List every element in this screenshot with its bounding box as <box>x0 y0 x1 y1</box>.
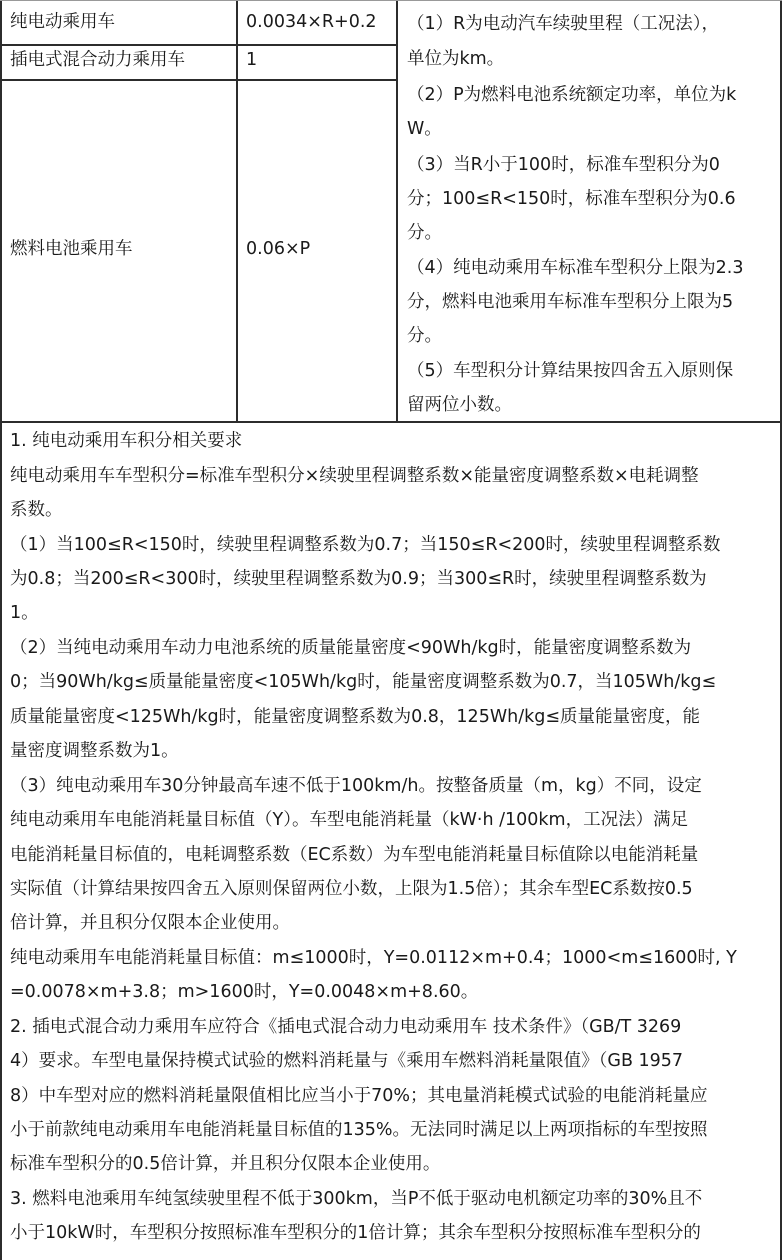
body-line: 倍计算，并且积分仅限本企业使用。 <box>10 913 290 933</box>
body-line: 系数。 <box>10 500 63 520</box>
note-line: （2）P为燃料电池系统额定功率，单位为k <box>407 85 737 105</box>
body-line: 0；当90Wh/kg≤质量能量密度<105Wh/kg时，能量密度调整系数为0.7，当105Wh/kg≤ <box>10 672 717 692</box>
body-line: 小于10kW时，车型积分按照标准车型积分的1倍计算；其余车型积分按照标准车型积分的 <box>10 1223 701 1243</box>
row-divider <box>0 44 397 46</box>
note-line: 分；100≤R<150时，标准车型积分为0.6 <box>407 189 736 209</box>
note-line: （5）车型积分计算结果按四舍五入原则保 <box>407 361 734 381</box>
row-divider <box>0 79 397 81</box>
note-line: W。 <box>407 119 442 139</box>
body-line: 小于前款纯电动乘用车电能消耗量目标值的135%。无法同时满足以上两项指标的车型按照 <box>10 1120 708 1140</box>
body-line: 1。 <box>10 603 39 623</box>
body-line: 量密度调整系数为1。 <box>10 741 179 761</box>
body-line: 电能消耗量目标值的，电耗调整系数（EC系数）为车型电能消耗量目标值除以电能消耗量 <box>10 845 699 865</box>
formula-cell: 1 <box>246 50 258 70</box>
note-line: 留两位小数。 <box>407 395 512 415</box>
column-divider <box>236 0 238 422</box>
table-border-left <box>0 0 2 1260</box>
body-line: 为0.8；当200≤R<300时，续驶里程调整系数为0.9；当300≤R时，续驶里程调整系数为 <box>10 569 707 589</box>
body-line: （1）当100≤R<150时，续驶里程调整系数为0.7；当150≤R<200时，续驶里程调整系数 <box>10 535 721 555</box>
body-line: 纯电动乘用车车型积分=标准车型积分×续驶里程调整系数×能量密度调整系数×电耗调整 <box>10 466 699 486</box>
vehicle-type-cell: 燃料电池乘用车 <box>10 239 133 259</box>
note-line: 分。 <box>407 223 442 243</box>
note-line: 分。 <box>407 326 442 346</box>
note-line: 分，燃料电池乘用车标准车型积分上限为5 <box>407 292 734 312</box>
note-line: 单位为km。 <box>407 49 505 69</box>
body-line: （3）纯电动乘用车30分钟最高车速不低于100km/h。按整备质量（m，kg）不同，设定 <box>10 776 702 796</box>
note-line: （3）当R小于100时，标准车型积分为0 <box>407 155 720 175</box>
body-line: 8）中车型对应的燃料消耗量限值相比应当小于70%；其电量消耗模式试验的电能消耗量应 <box>10 1086 708 1106</box>
note-line: （1）R为电动汽车续驶里程（工况法）， <box>407 14 720 34</box>
note-line: （4）纯电动乘用车标准车型积分上限为2.3 <box>407 258 744 278</box>
body-line: （2）当纯电动乘用车动力电池系统的质量能量密度<90Wh/kg时，能量密度调整系数为 <box>10 638 692 658</box>
top-tick <box>0 0 782 1</box>
body-line: 1. 纯电动乘用车积分相关要求 <box>10 431 243 451</box>
body-line: 质量能量密度<125Wh/kg时，能量密度调整系数为0.8，125Wh/kg≤质量能量密度，能 <box>10 707 701 727</box>
formula-cell: 0.0034×R+0.2 <box>246 12 377 32</box>
body-line: 2. 插电式混合动力乘用车应符合《插电式混合动力电动乘用车 技术条件》（GB/T 3269 <box>10 1017 682 1037</box>
body-line: 4）要求。车型电量保持模式试验的燃料消耗量与《乘用车燃料消耗量限值》（GB 1957 <box>10 1051 684 1071</box>
body-line: =0.0078×m+3.8；m>1600时，Y=0.0048×m+8.60。 <box>10 982 479 1002</box>
formula-cell: 0.06×P <box>246 239 311 259</box>
body-line: 标准车型积分的0.5倍计算，并且积分仅限本企业使用。 <box>10 1154 441 1174</box>
body-line: 实际值（计算结果按四舍五入原则保留两位小数，上限为1.5倍）；其余车型EC系数按0.5 <box>10 879 693 899</box>
body-line: 纯电动乘用车电能消耗量目标值：m≤1000时，Y=0.0112×m+0.4；1000<m≤1600时, Y <box>10 948 737 968</box>
vehicle-type-cell: 插电式混合动力乘用车 <box>10 50 185 70</box>
column-divider <box>396 0 398 422</box>
vehicle-type-cell: 纯电动乘用车 <box>10 12 115 32</box>
row-divider <box>0 421 782 423</box>
body-line: 纯电动乘用车电能消耗量目标值（Y）。车型电能消耗量（kW·h /100km，工况法）满足 <box>10 810 689 830</box>
body-line: 3. 燃料电池乘用车纯氢续驶里程不低于300km，当P不低于驱动电机额定功率的30%且不 <box>10 1189 703 1209</box>
